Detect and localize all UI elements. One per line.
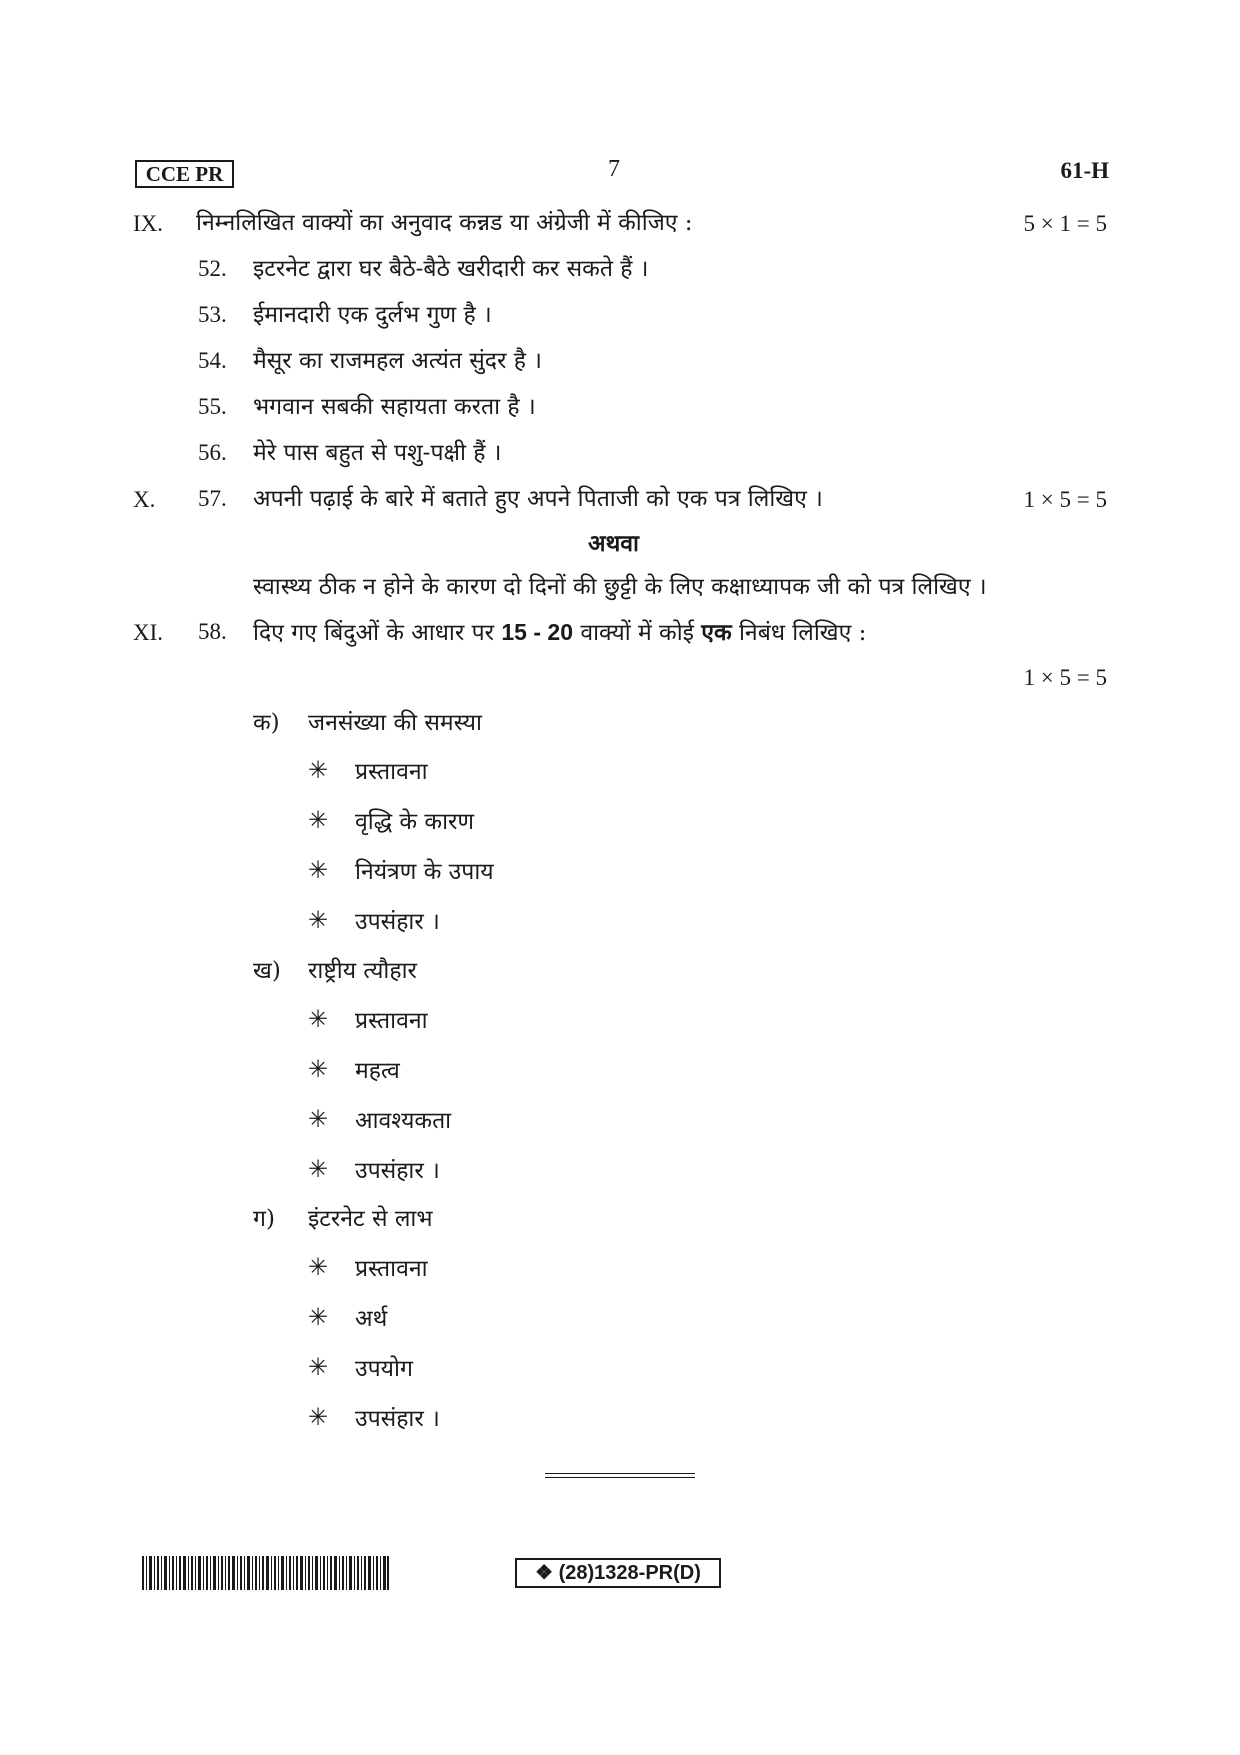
question-number: 58. [198,619,227,644]
section-xi-number: XI. [133,620,164,645]
footer-code: ❖ (28)1328-PR(D) [515,1558,721,1588]
page-number: 7 [608,156,620,182]
question-number: 56. [198,440,227,465]
topic-title: राष्ट्रीय त्यौहार [308,958,417,984]
question-text: इटरनेट द्वारा घर बैठे-बैठे खरीदारी कर सकते हैं । [253,256,649,282]
section-x-number: X. [133,487,156,512]
topic-point: प्रस्तावना [355,1256,428,1282]
question-number: 52. [198,256,227,281]
question-text: भगवान सबकी सहायता करता है । [253,394,536,420]
end-divider [545,1477,695,1478]
barcode-icon [142,1556,389,1590]
asterisk-bullet-icon: ✳ [308,856,329,884]
emphasis-word: एक [701,619,732,646]
topic-point: नियंत्रण के उपाय [355,859,494,885]
question-text-part: निबंध लिखिए : [738,620,867,646]
or-label: अथवा [588,530,640,557]
topic-label: क) [253,710,280,736]
section-ix-number: IX. [133,211,164,236]
asterisk-bullet-icon: ✳ [308,1403,329,1431]
question-number: 55. [198,394,227,419]
paper-code: 61-H [1060,158,1109,183]
question-text-part: वाक्यों में कोई [580,620,694,646]
question-number: 53. [198,302,227,327]
topic-point: आवश्यकता [355,1108,452,1134]
alternate-question-text: स्वास्थ्य ठीक न होने के कारण दो दिनों की छुट्टी के लिए कक्षाध्यापक जी को पत्र लिखिए । [253,574,987,600]
asterisk-bullet-icon: ✳ [308,806,329,834]
topic-title: इंटरनेट से लाभ [308,1206,433,1232]
question-text: मैसूर का राजमहल अत्यंत सुंदर है । [253,348,542,374]
question-text: अपनी पढ़ाई के बारे में बताते हुए अपने पिताजी को एक पत्र लिखिए । [253,486,823,512]
topic-point: उपयोग [355,1356,413,1382]
section-x-marks: 1 × 5 = 5 [1023,487,1107,512]
topic-label: ख) [253,958,281,984]
topic-point: महत्व [355,1058,400,1084]
end-divider [545,1473,695,1474]
topic-point: उपसंहार । [355,909,440,935]
question-text-part: दिए गए बिंदुओं के आधार पर [253,620,495,646]
topic-title: जनसंख्या की समस्या [308,710,482,736]
section-ix-instruction: निम्नलिखित वाक्यों का अनुवाद कन्नड या अंग्रेजी में कीजिए : [196,210,693,236]
question-text [253,616,866,649]
sentence-count: 15 - 20 [501,619,573,645]
topic-point: प्रस्तावना [355,759,428,785]
asterisk-bullet-icon: ✳ [308,906,329,934]
topic-point: अर्थ [355,1306,388,1332]
topic-point: प्रस्तावना [355,1008,428,1034]
topic-point: उपसंहार । [355,1158,440,1184]
section-ix-marks: 5 × 1 = 5 [1023,211,1107,236]
section-xi-marks: 1 × 5 = 5 [1023,665,1107,690]
asterisk-bullet-icon: ✳ [308,1055,329,1083]
asterisk-bullet-icon: ✳ [308,1005,329,1033]
topic-point: वृद्धि के कारण [355,809,475,835]
asterisk-bullet-icon: ✳ [308,1353,329,1381]
question-text: ईमानदारी एक दुर्लभ गुण है । [253,302,492,328]
question-number: 54. [198,348,227,373]
header-left-code: CCE PR [135,160,234,188]
topic-label: ग) [253,1206,275,1232]
question-text: मेरे पास बहुत से पशु-पक्षी हैं । [253,440,502,466]
asterisk-bullet-icon: ✳ [308,1303,329,1331]
asterisk-bullet-icon: ✳ [308,756,329,784]
asterisk-bullet-icon: ✳ [308,1155,329,1183]
asterisk-bullet-icon: ✳ [308,1253,329,1281]
question-number: 57. [198,486,227,511]
topic-point: उपसंहार । [355,1406,440,1432]
asterisk-bullet-icon: ✳ [308,1105,329,1133]
